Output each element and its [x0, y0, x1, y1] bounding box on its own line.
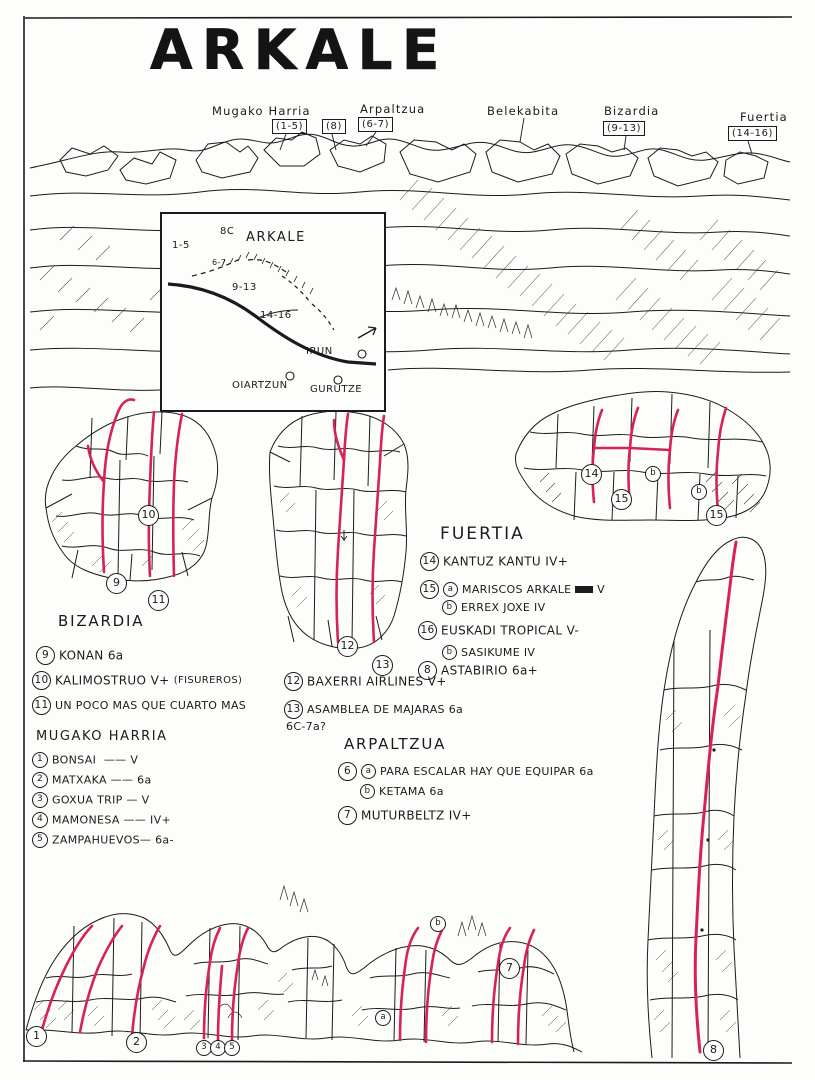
topo-marker-3: 3: [196, 1040, 212, 1056]
topo-marker-13: 13: [372, 655, 393, 676]
topo-marker-15b-lower: b: [691, 484, 707, 500]
topo-marker-8: 8: [703, 1040, 724, 1061]
topo-marker-2: 2: [126, 1032, 147, 1053]
route-number: 11: [32, 696, 51, 715]
topo-marker-15b-upper: b: [645, 466, 661, 482]
panorama-leader-lines: [0, 0, 815, 200]
scribble-mark: [575, 586, 593, 593]
route-name: BAXERRI AIRLINES: [307, 674, 424, 689]
route-number: 10: [32, 671, 51, 690]
panorama-range-bizardia: (9-13): [603, 121, 645, 136]
route-name: MARISCOS ARKALE: [462, 583, 572, 596]
route-3: 3 GOXUA TRIP — V: [32, 792, 149, 808]
topo-marker-5: 5: [224, 1040, 240, 1056]
route-number: 12: [284, 672, 303, 691]
route-name: PARA ESCALAR HAY QUE EQUIPAR: [380, 765, 576, 778]
panorama-label-belekabita: Belekabita: [487, 104, 560, 118]
route-1: 1 BONSAI —— V: [32, 752, 138, 768]
section-heading-bizardia: BIZARDIA: [58, 612, 145, 630]
route-grade: V: [130, 753, 139, 767]
route-name: UN POCO MAS QUE CUARTO MAS: [55, 699, 247, 712]
topo-marker-12: 12: [337, 636, 358, 657]
route-9: [36, 646, 124, 665]
route-number: 5: [32, 832, 48, 848]
route-grade: IV+: [545, 554, 569, 569]
route-13-note: 6C-7a?: [286, 720, 327, 733]
panorama-range-mugako-harria: (1-5): [272, 119, 307, 134]
route-name: EUSKADI TROPICAL: [441, 623, 563, 638]
route-name: KANTUZ KANTU: [443, 554, 542, 569]
route-subletter: a: [361, 764, 376, 779]
route-grade: V+: [427, 674, 447, 689]
section-heading-fuertia: FUERTIA: [440, 524, 525, 544]
panorama-label-arpaltzua: Arpaltzua: [360, 102, 426, 116]
route-grade: 6a: [579, 765, 594, 778]
panorama-label-mugako-harria: Mugako Harria: [212, 104, 311, 118]
bizardia-crag-drawing: [32, 390, 282, 620]
route-number: 1: [32, 752, 48, 768]
route-name: MATXAKA: [52, 773, 107, 787]
topo-marker-10: 10: [138, 505, 159, 526]
inset-label-1-5: 1-5: [172, 240, 190, 251]
route-number: 9: [36, 646, 55, 665]
route-grade: 6a: [429, 785, 444, 798]
panorama-label-fuertia: Fuertia: [740, 110, 788, 124]
route-number: 13: [284, 700, 303, 719]
route-grade: 6a+: [511, 663, 539, 678]
route-7: [338, 806, 472, 825]
route-6b: [360, 784, 444, 799]
inset-town-oiartzun: OIARTZUN: [232, 380, 288, 391]
topo-marker-4: 4: [210, 1040, 226, 1056]
route-11: [32, 696, 246, 715]
topo-marker-6b: b: [430, 916, 446, 932]
section-heading-arpaltzua: ARPALTZUA: [344, 735, 447, 753]
route-name: KALIMOSTRUO: [55, 673, 147, 688]
route-15a: [420, 580, 605, 599]
topo-marker-14: 14: [581, 464, 602, 485]
route-15b: [442, 600, 545, 615]
route-name: MAMONESA: [52, 813, 120, 827]
route-number: 14: [420, 552, 439, 571]
route-grade: IV+: [150, 813, 172, 827]
route-subletter: b: [360, 784, 375, 799]
route-number: 2: [32, 772, 48, 788]
route-name: ERREX JOXE: [461, 601, 531, 614]
route-13: [284, 700, 463, 719]
route-4: 4 MAMONESA —— IV+: [32, 812, 171, 828]
inset-map: [160, 212, 386, 412]
inset-label-8c: 8C: [220, 226, 235, 237]
route-number: 8: [418, 661, 437, 680]
route-grade: 6a: [137, 773, 152, 787]
panorama-range-fuertia: (14-16): [728, 126, 777, 141]
route-name: ASTABIRIO: [441, 663, 508, 678]
route-grade: IV: [534, 601, 546, 614]
route-16b: [442, 645, 535, 660]
route-grade: IV: [523, 646, 536, 659]
route-grade: V-: [566, 623, 580, 638]
route-name: MUTURBELTZ: [361, 808, 445, 823]
route-name: ZAMPAHUEVOS: [52, 833, 140, 847]
route-note: (FISUREROS): [173, 675, 243, 686]
route-6a: [338, 762, 594, 781]
topo-marker-1: 1: [26, 1026, 47, 1047]
inset-label-9-13: 9-13: [232, 282, 257, 293]
route-grade: 6a: [448, 703, 464, 716]
route-name: KETAMA: [379, 785, 426, 798]
fuertia-crag-drawing: [510, 372, 790, 532]
inset-label-14-16: 14-16: [260, 310, 292, 321]
topo-marker-6a: a: [375, 1010, 391, 1026]
panorama-range-arpaltzua: (6-7): [358, 117, 393, 132]
route-14: [420, 552, 568, 571]
topo-marker-16: 15: [706, 505, 727, 526]
panorama-label-bizardia: Bizardia: [604, 104, 660, 118]
belekabita-crag-drawing: [258, 390, 448, 660]
route-number: 6: [338, 762, 357, 781]
route-name: SASIKUME: [461, 646, 520, 659]
route-name: GOXUA TRIP: [52, 793, 123, 807]
route-number: 7: [338, 806, 357, 825]
panorama-range-8: (8): [322, 119, 346, 134]
route-subletter: a: [443, 582, 458, 597]
route-grade: V: [141, 793, 150, 807]
topo-marker-7: 7: [499, 958, 520, 979]
route-number: 4: [32, 812, 48, 828]
route-name: ASAMBLEA DE MAJARAS: [307, 703, 445, 716]
inset-town-gurutze: GURUTZE: [310, 384, 363, 395]
topo-marker-15: 15: [611, 489, 632, 510]
route-subletter: b: [442, 645, 457, 660]
route-number: 16: [418, 621, 437, 640]
page-title: ARKALE: [150, 18, 449, 82]
astabirio-wall-drawing: [604, 520, 794, 1060]
route-subletter: b: [442, 600, 457, 615]
route-grade: V: [597, 583, 605, 596]
inset-title: ARKALE: [246, 230, 306, 245]
route-10: [32, 671, 242, 690]
route-name: BONSAI: [52, 753, 97, 767]
route-number: 15: [420, 580, 439, 599]
route-number: 3: [32, 792, 48, 808]
route-grade: IV+: [448, 808, 472, 823]
route-2: 2 MATXAKA —— 6a: [32, 772, 152, 788]
section-heading-mugako-harria: MUGAKO HARRIA: [36, 729, 168, 744]
route-16: [418, 621, 579, 640]
route-grade: 6a-: [155, 833, 174, 847]
route-grade: 6a: [107, 648, 124, 663]
inset-town-irun: IRUN: [306, 346, 333, 357]
topo-marker-9: 9: [106, 573, 127, 594]
topo-marker-11: 11: [148, 590, 169, 611]
route-grade: V+: [150, 673, 170, 688]
route-12: [284, 672, 447, 691]
inset-label-6-7: 6-7: [212, 258, 227, 267]
route-5: 5 ZAMPAHUEVOS— 6a-: [32, 832, 174, 848]
route-name: KONAN: [59, 648, 104, 663]
